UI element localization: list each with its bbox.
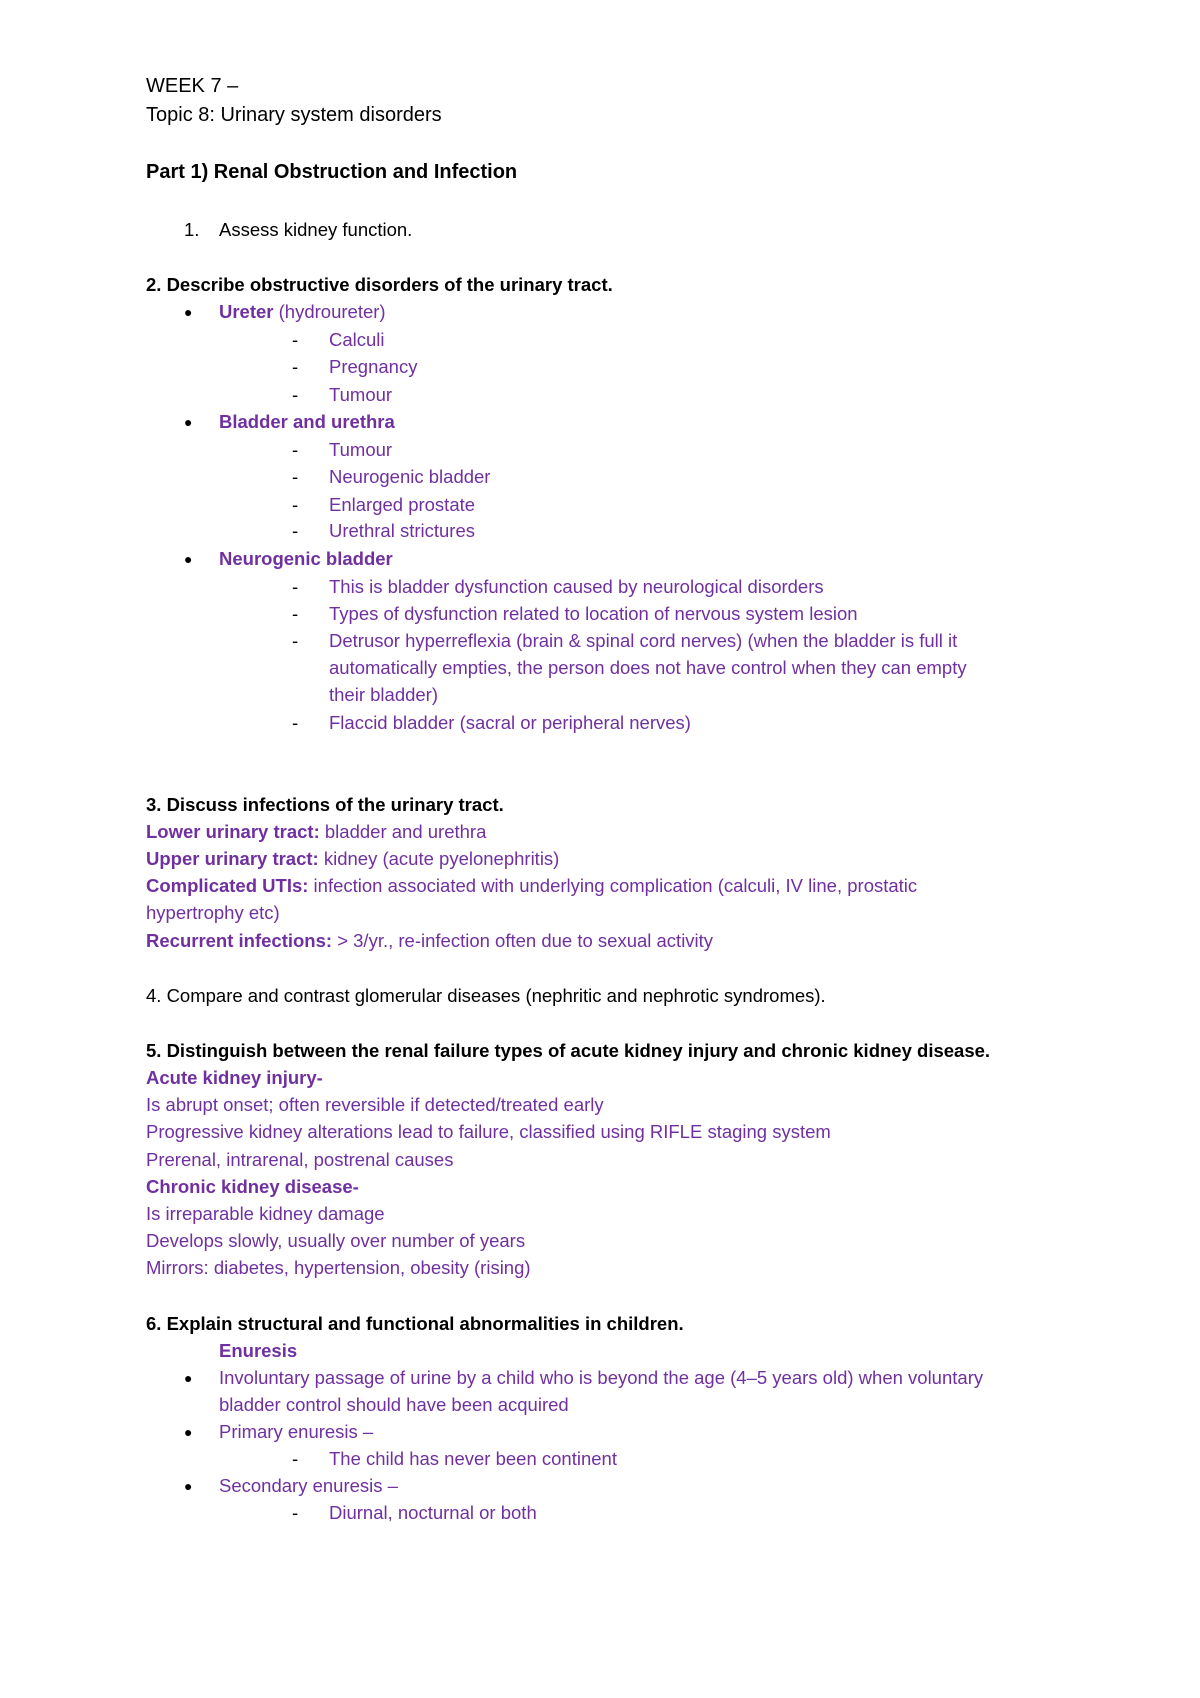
topic-title: Topic 8: Urinary system disorders xyxy=(146,104,442,126)
enuresis-label: Enuresis xyxy=(219,1340,298,1361)
objective-2-heading: 2. Describe obstructive disorders of the urinary tract. xyxy=(146,274,613,295)
ckd-line: Develops slowly, usually over number of years xyxy=(146,1230,526,1251)
objective-5-heading: 5. Distinguish between the renal failure types of acute kidney injury and chronic kidney disease. xyxy=(146,1040,991,1061)
neurogenic-item-continued: their bladder) xyxy=(329,684,439,705)
bullet-icon: ● xyxy=(184,1370,193,1386)
neurogenic-item: This is bladder dysfunction caused by neurological disorders xyxy=(329,576,824,597)
upper-urinary-tract-line xyxy=(146,847,559,871)
dash-icon: - xyxy=(292,384,299,405)
primary-enuresis: Primary enuresis – xyxy=(219,1421,374,1442)
dash-icon: - xyxy=(292,603,299,624)
dash-icon: - xyxy=(292,439,299,460)
ureter-item: Calculi xyxy=(329,329,385,350)
dash-icon: - xyxy=(292,1502,299,1523)
complicated-utis-continued: hypertrophy etc) xyxy=(146,902,280,923)
secondary-enuresis-item: Diurnal, nocturnal or both xyxy=(329,1502,537,1523)
ureter-item: Pregnancy xyxy=(329,356,418,377)
bladder-item: Tumour xyxy=(329,439,393,460)
enuresis-definition: Involuntary passage of urine by a child who is beyond the age (4–5 years old) when voluntary xyxy=(219,1367,984,1388)
neurogenic-item: Types of dysfunction related to location of nervous system lesion xyxy=(329,603,858,624)
ckd-line: Mirrors: diabetes, hypertension, obesity (rising) xyxy=(146,1257,531,1278)
neurogenic-item: Detrusor hyperreflexia (brain & spinal cord nerves) (when the bladder is full it xyxy=(329,630,958,651)
week-heading: WEEK 7 – xyxy=(146,75,239,97)
upper-urinary-tract-label: Upper urinary tract: xyxy=(146,848,319,869)
dash-icon: - xyxy=(292,494,299,515)
bladder-item: Neurogenic bladder xyxy=(329,466,491,487)
aki-line: Progressive kidney alterations lead to failure, classified using RIFLE staging system xyxy=(146,1121,831,1142)
neurogenic-bladder-label: Neurogenic bladder xyxy=(219,548,393,569)
acute-kidney-injury-label: Acute kidney injury- xyxy=(146,1067,323,1088)
bullet-icon: ● xyxy=(184,551,193,567)
ureter-note: (hydroureter) xyxy=(273,301,386,322)
neurogenic-item-continued: automatically empties, the person does not have control when they can empty xyxy=(329,657,967,678)
bladder-item: Enlarged prostate xyxy=(329,494,476,515)
chronic-kidney-disease-label: Chronic kidney disease- xyxy=(146,1176,359,1197)
lower-urinary-tract-text: bladder and urethra xyxy=(319,821,487,842)
objective-1: Assess kidney function. xyxy=(219,219,413,240)
objective-3-heading: 3. Discuss infections of the urinary tract. xyxy=(146,794,504,815)
bullet-icon: ● xyxy=(184,1478,193,1494)
bullet-icon: ● xyxy=(184,1424,193,1440)
lower-urinary-tract-label: Lower urinary tract: xyxy=(146,821,320,842)
bullet-icon: ● xyxy=(184,414,193,430)
bullet-icon: ● xyxy=(184,304,193,320)
secondary-enuresis: Secondary enuresis – xyxy=(219,1475,398,1496)
ckd-line: Is irreparable kidney damage xyxy=(146,1203,385,1224)
ureter-item: Tumour xyxy=(329,384,393,405)
dash-icon: - xyxy=(292,466,299,487)
ureter-label: Ureter xyxy=(219,301,274,322)
upper-urinary-tract-text: kidney (acute pyelonephritis) xyxy=(318,848,560,869)
complicated-utis-text: infection associated with underlying complication (calculi, IV line, prostatic xyxy=(308,875,918,896)
objective-6-heading: 6. Explain structural and functional abnormalities in children. xyxy=(146,1313,684,1334)
lower-urinary-tract-line xyxy=(146,820,486,844)
dash-icon: - xyxy=(292,520,299,541)
dash-icon: - xyxy=(292,576,299,597)
neurogenic-item: Flaccid bladder (sacral or peripheral nerves) xyxy=(329,712,691,733)
enuresis-definition-continued: bladder control should have been acquired xyxy=(219,1394,569,1415)
dash-icon: - xyxy=(292,356,299,377)
dash-icon: - xyxy=(292,712,299,733)
bladder-item: Urethral strictures xyxy=(329,520,475,541)
aki-line: Prerenal, intrarenal, postrenal causes xyxy=(146,1149,454,1170)
recurrent-infections-text: > 3/yr., re-infection often due to sexual activity xyxy=(332,930,714,951)
list-number: 1. xyxy=(184,219,200,240)
part-heading: Part 1) Renal Obstruction and Infection xyxy=(146,161,518,183)
complicated-utis-line xyxy=(146,874,917,898)
dash-icon: - xyxy=(292,1448,299,1469)
recurrent-infections-line xyxy=(146,929,713,953)
dash-icon: - xyxy=(292,329,299,350)
dash-icon: - xyxy=(292,630,299,651)
primary-enuresis-item: The child has never been continent xyxy=(329,1448,617,1469)
recurrent-infections-label: Recurrent infections: xyxy=(146,930,333,951)
objective-4: 4. Compare and contrast glomerular diseases (nephritic and nephrotic syndromes). xyxy=(146,985,826,1006)
bladder-urethra-label: Bladder and urethra xyxy=(219,411,395,432)
complicated-utis-label: Complicated UTIs: xyxy=(146,875,309,896)
ureter-line xyxy=(219,300,386,324)
aki-line: Is abrupt onset; often reversible if detected/treated early xyxy=(146,1094,604,1115)
